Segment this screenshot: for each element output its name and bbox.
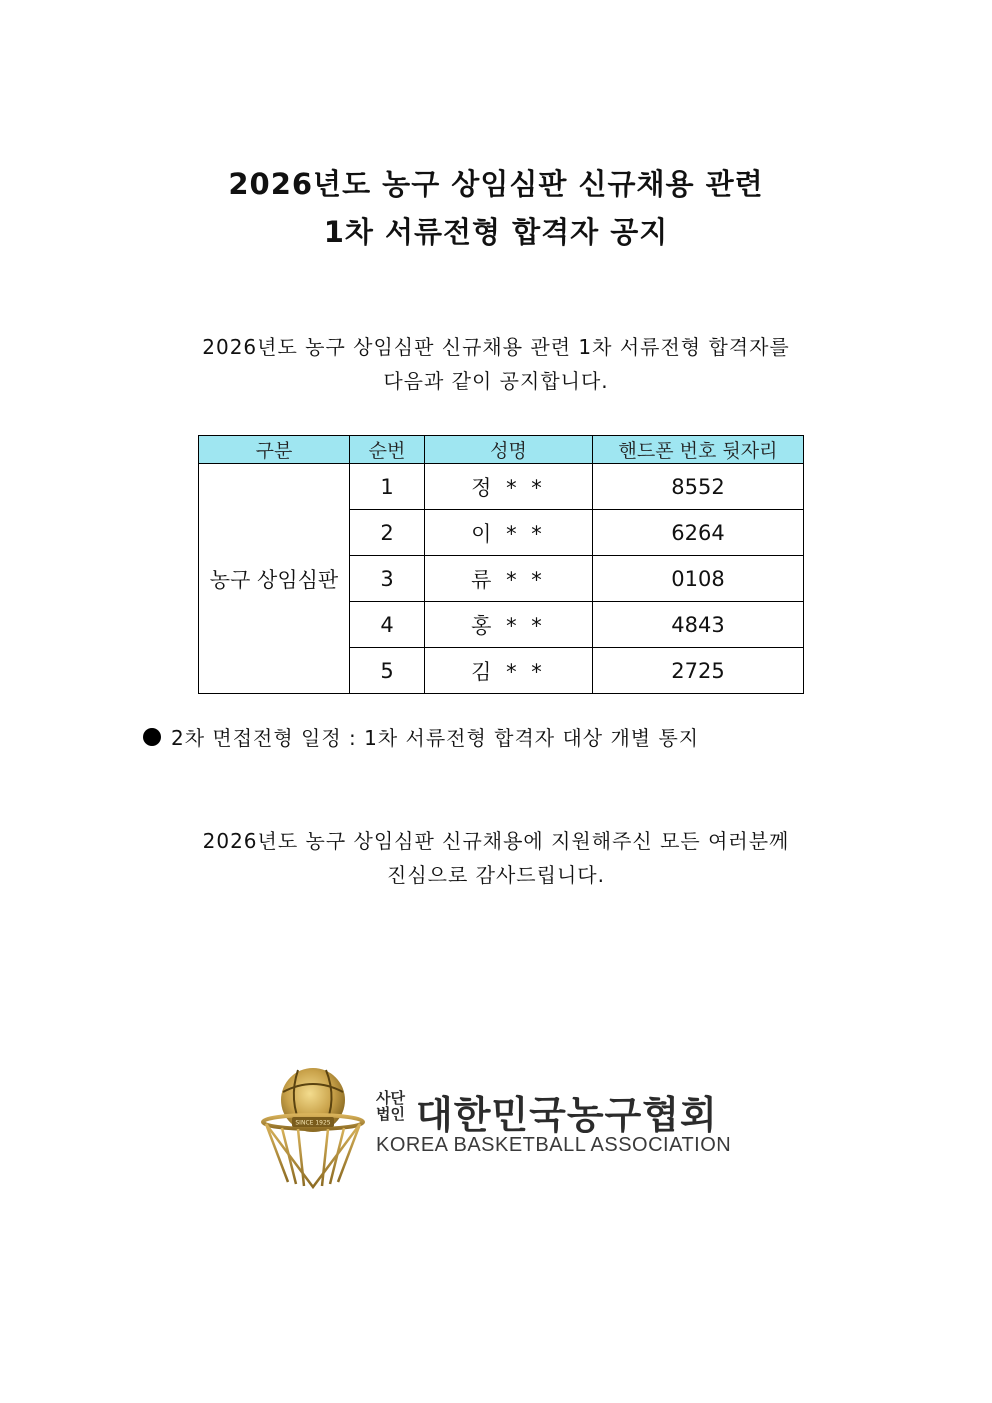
filled-circle-icon — [143, 728, 161, 746]
table-header-row — [199, 436, 804, 464]
header-number: 순번 — [350, 436, 425, 464]
logo-english-name: KOREA BASKETBALL ASSOCIATION — [376, 1134, 732, 1156]
header-category: 구분 — [199, 436, 350, 464]
row-phone: 4843 — [593, 602, 804, 648]
notice-title-line1: 2026년도 농구 상임심판 신규채용 관련 — [228, 167, 764, 201]
row-name: 이 * * — [425, 510, 593, 556]
intro-line2: 다음과 같이 공지합니다. — [383, 369, 609, 393]
row-name: 김 * * — [425, 648, 593, 694]
logo-korean-name: 대한민국농구협회 — [416, 1093, 718, 1137]
header-name: 성명 — [425, 436, 593, 464]
row-number: 2 — [350, 510, 425, 556]
row-number: 5 — [350, 648, 425, 694]
notice-title-line2: 1차 서류전형 합격자 공지 — [323, 215, 669, 249]
result-table — [198, 435, 804, 694]
logo-small-line1: 사단 — [376, 1089, 405, 1107]
row-name: 홍 * * — [425, 602, 593, 648]
kba-logo — [258, 1062, 732, 1192]
row-number: 1 — [350, 464, 425, 510]
table-row — [199, 464, 804, 510]
intro-paragraph — [0, 330, 992, 398]
header-phone: 핸드폰 번호 뒷자리 — [593, 436, 804, 464]
row-number: 3 — [350, 556, 425, 602]
row-name: 류 * * — [425, 556, 593, 602]
row-number: 4 — [350, 602, 425, 648]
basketball-hoop-emblem-icon — [258, 1062, 368, 1192]
interview-notice — [143, 722, 699, 751]
logo-small-label — [376, 1090, 412, 1122]
category-cell: 농구 상임심판 — [199, 464, 350, 694]
row-phone: 8552 — [593, 464, 804, 510]
closing-paragraph — [0, 824, 992, 892]
row-phone: 2725 — [593, 648, 804, 694]
logo-small-line2: 법인 — [376, 1105, 405, 1123]
row-name: 정 * * — [425, 464, 593, 510]
row-phone: 0108 — [593, 556, 804, 602]
closing-line2: 진심으로 감사드립니다. — [387, 863, 605, 887]
interview-notice-text: 2차 면접전형 일정 : 1차 서류전형 합격자 대상 개별 통지 — [171, 726, 700, 750]
row-phone: 6264 — [593, 510, 804, 556]
intro-line1: 2026년도 농구 상임심판 신규채용 관련 1차 서류전형 합격자를 — [202, 335, 790, 359]
closing-line1: 2026년도 농구 상임심판 신규채용에 지원해주신 모든 여러분께 — [202, 829, 790, 853]
emblem-since-text: SINCE 1925 — [295, 1119, 331, 1127]
